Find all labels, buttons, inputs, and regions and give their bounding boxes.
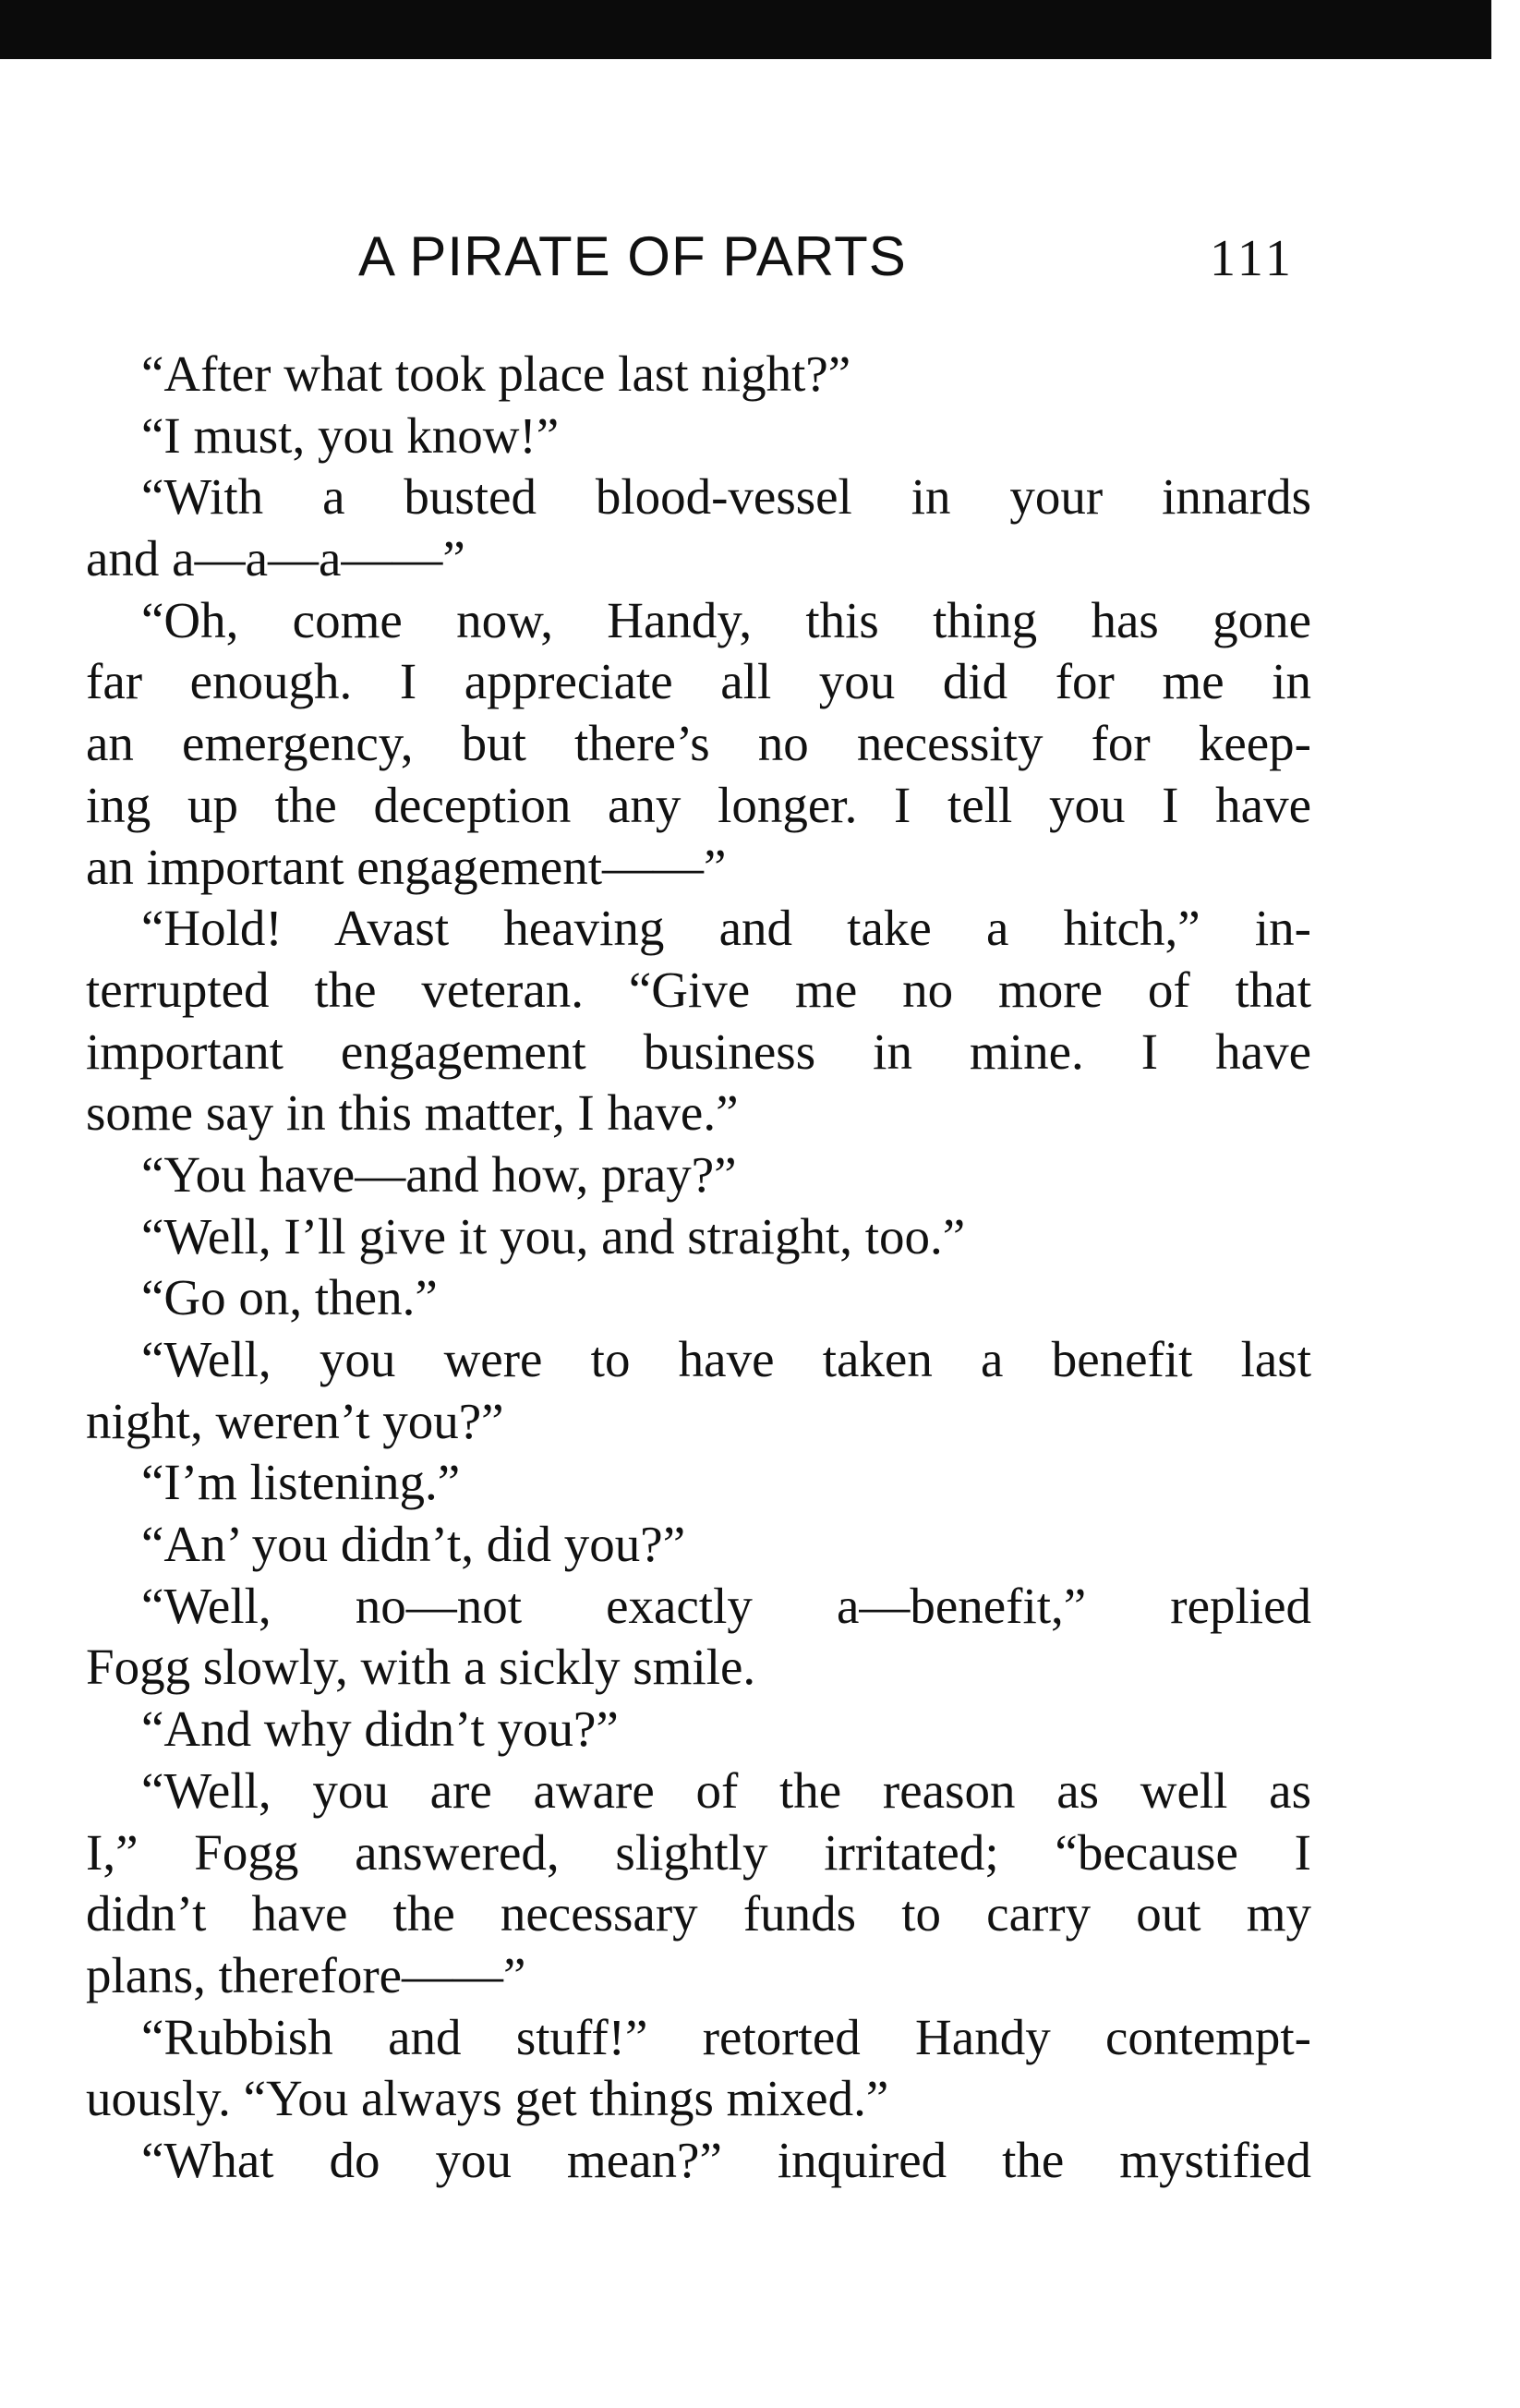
body-text — [86, 344, 1311, 2192]
text-line: “Go on, then.” — [141, 1269, 438, 1326]
page-number: 111 — [1210, 230, 1295, 287]
text-line: “With a busted blood-vessel in your innards — [141, 468, 1311, 526]
text-line: some say in this matter, I have.” — [86, 1084, 739, 1142]
text-line: night, weren’t you?” — [86, 1392, 504, 1449]
text-line: “Oh, come now, Handy, this thing has gone — [141, 591, 1311, 648]
text-line: “Hold! Avast heaving and take a hitch,” in- — [141, 900, 1311, 957]
text-line: “You have—and how, pray?” — [141, 1145, 737, 1203]
text-line: and a—a—a——” — [86, 530, 465, 587]
text-line: “Well, you are aware of the reason as well as — [141, 1761, 1311, 1819]
text-line: terrupted the veteran. “Give me no more of that — [86, 961, 1311, 1018]
text-line: “Rubbish and stuff!” retorted Handy contempt- — [141, 2008, 1311, 2065]
text-line: uously. “You always get things mixed.” — [86, 2070, 889, 2127]
text-line: “Well, you were to have taken a benefit last — [141, 1331, 1311, 1387]
text-line: “What do you mean?” inquired the mystified — [141, 2131, 1311, 2188]
running-head: A PIRATE OF PARTS — [358, 225, 907, 287]
text-line: didn’t have the necessary funds to carry out my — [86, 1885, 1311, 1942]
text-line: plans, therefore——” — [86, 1946, 526, 2003]
text-line: “Well, I’ll give it you, and straight, too.” — [141, 1207, 966, 1265]
text-line: “An’ you didn’t, did you?” — [141, 1516, 686, 1573]
text-line: far enough. I appreciate all you did for me in — [86, 653, 1311, 710]
text-line: Fogg slowly, with a sickly smile. — [86, 1639, 756, 1696]
text-line: “After what took place last night?” — [141, 345, 851, 402]
scan-border-bar — [0, 0, 1491, 59]
text-line: “And why didn’t you?” — [141, 1700, 619, 1758]
text-line: important engagement business in mine. I have — [86, 1022, 1311, 1080]
text-line: an emergency, but there’s no necessity for keep- — [86, 715, 1311, 772]
text-line: I,” Fogg answered, slightly irritated; “because I — [86, 1823, 1311, 1881]
text-line: “I’m listening.” — [141, 1454, 461, 1511]
text-line: “Well, no—not exactly a—benefit,” replied — [141, 1577, 1311, 1634]
text-line: “I must, you know!” — [141, 406, 560, 464]
text-line: an important engagement——” — [86, 838, 727, 895]
text-line: ing up the deception any longer. I tell you I have — [86, 776, 1311, 833]
